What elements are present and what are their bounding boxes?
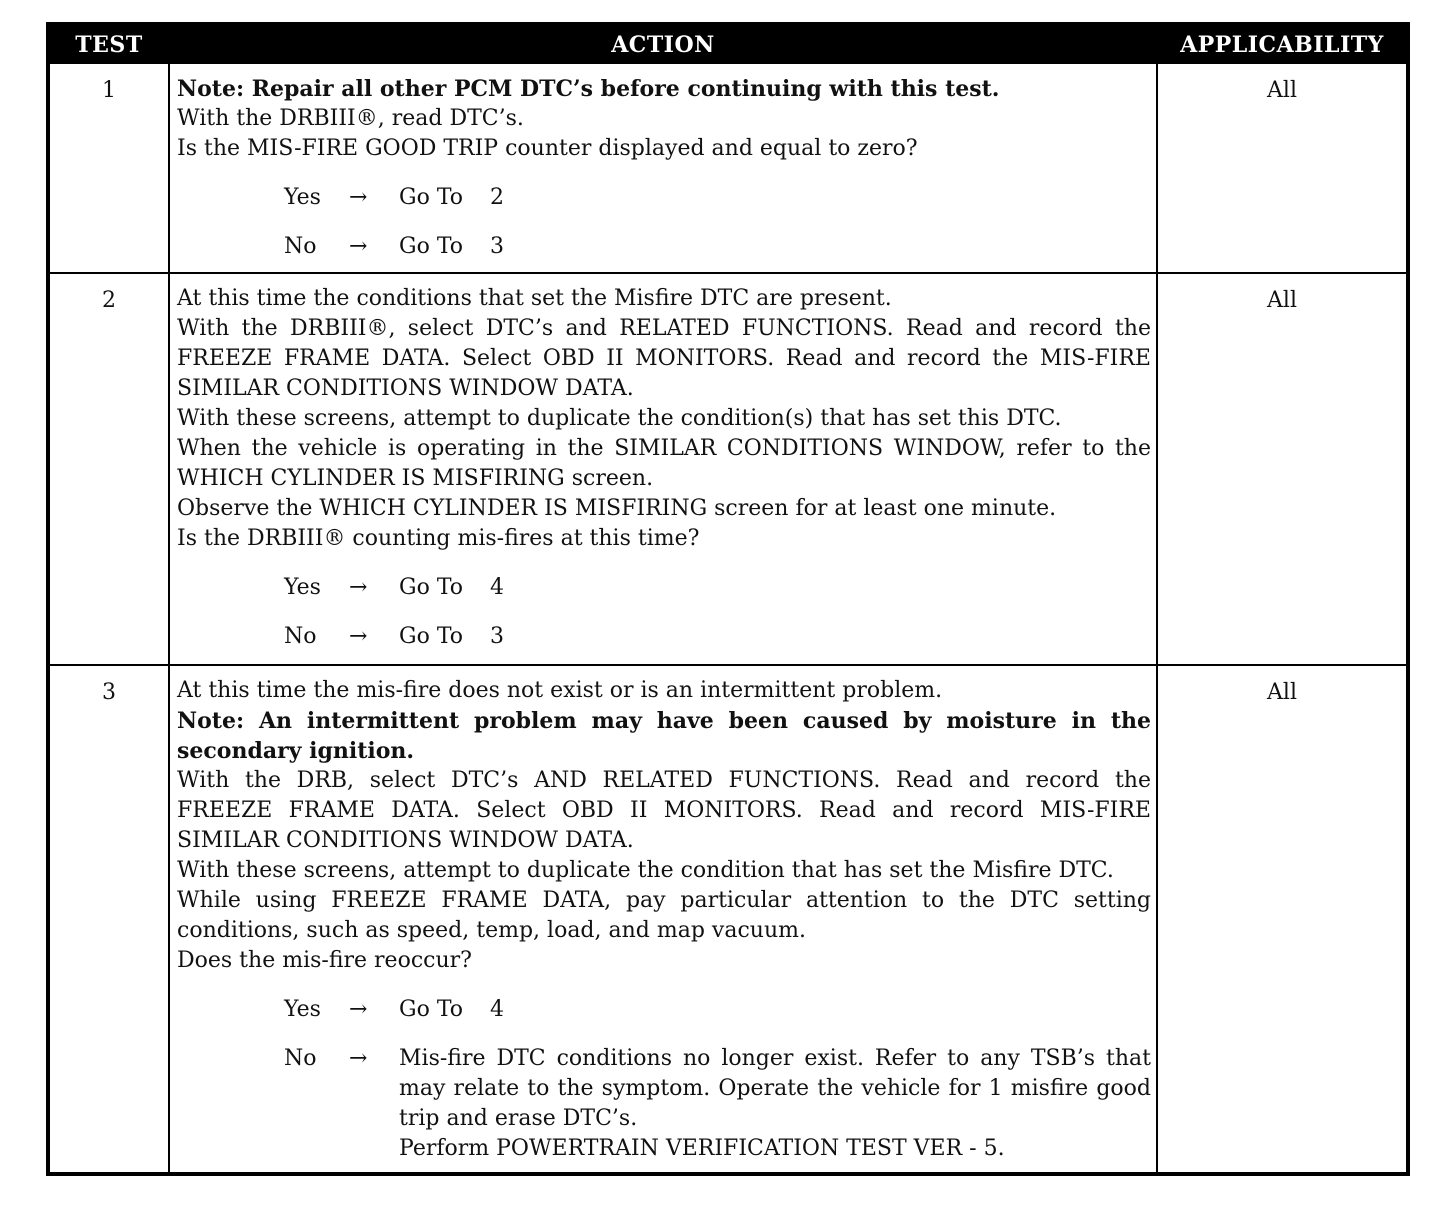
action-cell xyxy=(177,74,1151,262)
goto-label: Go To xyxy=(399,997,464,1022)
action-line: When the vehicle is operating in the SIMILAR CONDITIONS WINDOW, refer to the WHICH CYLINDER IS MISFIRING screen. xyxy=(177,436,1151,491)
note-text: Note: Repair all other PCM DTC’s before continuing with this test. xyxy=(177,76,1000,102)
test-number: 3 xyxy=(102,680,116,705)
action-line: Is the DRBIII® counting mis-fires at this time? xyxy=(177,526,700,551)
action-line: With the DRBIII®, read DTC’s. xyxy=(177,106,524,131)
header-test: TEST xyxy=(75,32,143,58)
action-line: Observe the WHICH CYLINDER IS MISFIRING screen for at least one minute. xyxy=(177,496,1057,521)
yes-option xyxy=(177,995,1151,1025)
verification-instruction: Perform POWERTRAIN VERIFICATION TEST VER - 5. xyxy=(399,1136,1005,1161)
no-label: No xyxy=(284,1046,317,1071)
goto-target: 3 xyxy=(490,234,504,259)
goto-target: 4 xyxy=(490,997,504,1022)
applicability-value: All xyxy=(1267,288,1297,313)
diagnostic-test-table xyxy=(46,22,1410,1176)
test-number: 1 xyxy=(102,78,116,103)
no-result-line: Mis-fire DTC conditions no longer exist. Refer to any TSB’s that may relate to the symptom. Operate the vehicle for 1 misfire good trip and erase DTC’s. xyxy=(399,1046,1151,1131)
goto-target: 2 xyxy=(490,185,504,210)
no-label: No xyxy=(284,624,317,649)
yes-label: Yes xyxy=(284,575,321,600)
header-action: ACTION xyxy=(611,32,715,58)
header-applicability: APPLICABILITY xyxy=(1180,32,1384,58)
no-result-text xyxy=(399,1044,1151,1164)
arrow-icon: → xyxy=(349,234,368,259)
no-label: No xyxy=(284,234,317,259)
action-line: With these screens, attempt to duplicate the condition that has set the Misfire DTC. xyxy=(177,858,1114,883)
goto-target: 3 xyxy=(490,624,504,649)
goto-label: Go To xyxy=(399,575,464,600)
action-cell xyxy=(177,284,1151,652)
arrow-icon: → xyxy=(349,1046,368,1071)
arrow-icon: → xyxy=(349,185,368,210)
table-header xyxy=(50,26,1406,64)
goto-label: Go To xyxy=(399,234,464,259)
no-option xyxy=(177,232,1151,262)
arrow-icon: → xyxy=(349,575,368,600)
no-option xyxy=(177,1044,1151,1164)
action-line: Does the mis-fire reoccur? xyxy=(177,948,472,973)
action-line: With these screens, attempt to duplicate the condition(s) that has set this DTC. xyxy=(177,406,1062,431)
action-line: Is the MIS-FIRE GOOD TRIP counter displayed and equal to zero? xyxy=(177,136,918,161)
table-row-test-2 xyxy=(50,274,1406,664)
action-line: At this time the conditions that set the Misfire DTC are present. xyxy=(177,286,892,311)
action-line: While using FREEZE FRAME DATA, pay particular attention to the DTC setting conditions, such as speed, temp, load, and map vacuum. xyxy=(177,888,1151,943)
table-row-test-1 xyxy=(50,64,1406,272)
yes-option xyxy=(177,573,1151,603)
no-option xyxy=(177,622,1151,652)
yes-option xyxy=(177,183,1151,213)
note-text: Note: An intermittent problem may have been caused by moisture in the secondary ignition. xyxy=(177,708,1151,764)
action-cell xyxy=(177,676,1151,1164)
goto-label: Go To xyxy=(399,185,464,210)
test-number: 2 xyxy=(102,288,116,313)
action-line: At this time the mis-fire does not exist or is an intermittent problem. xyxy=(177,678,943,703)
table-row-test-3 xyxy=(50,666,1406,1172)
goto-label: Go To xyxy=(399,624,464,649)
applicability-value: All xyxy=(1267,78,1297,103)
yes-label: Yes xyxy=(284,997,321,1022)
action-line: With the DRB, select DTC’s AND RELATED FUNCTIONS. Read and record the FREEZE FRAME DATA. Select OBD II MONITORS. Read and record MIS-FIRE SIMILAR CONDITIONS WINDOW DATA. xyxy=(177,768,1151,853)
action-line: With the DRBIII®, select DTC’s and RELATED FUNCTIONS. Read and record the FREEZE FRAME DATA. Select OBD II MONITORS. Read and record the MIS-FIRE SIMILAR CONDITIONS WINDOW DATA. xyxy=(177,316,1151,401)
yes-label: Yes xyxy=(284,185,321,210)
arrow-icon: → xyxy=(349,997,368,1022)
arrow-icon: → xyxy=(349,624,368,649)
applicability-value: All xyxy=(1267,680,1297,705)
goto-target: 4 xyxy=(490,575,504,600)
